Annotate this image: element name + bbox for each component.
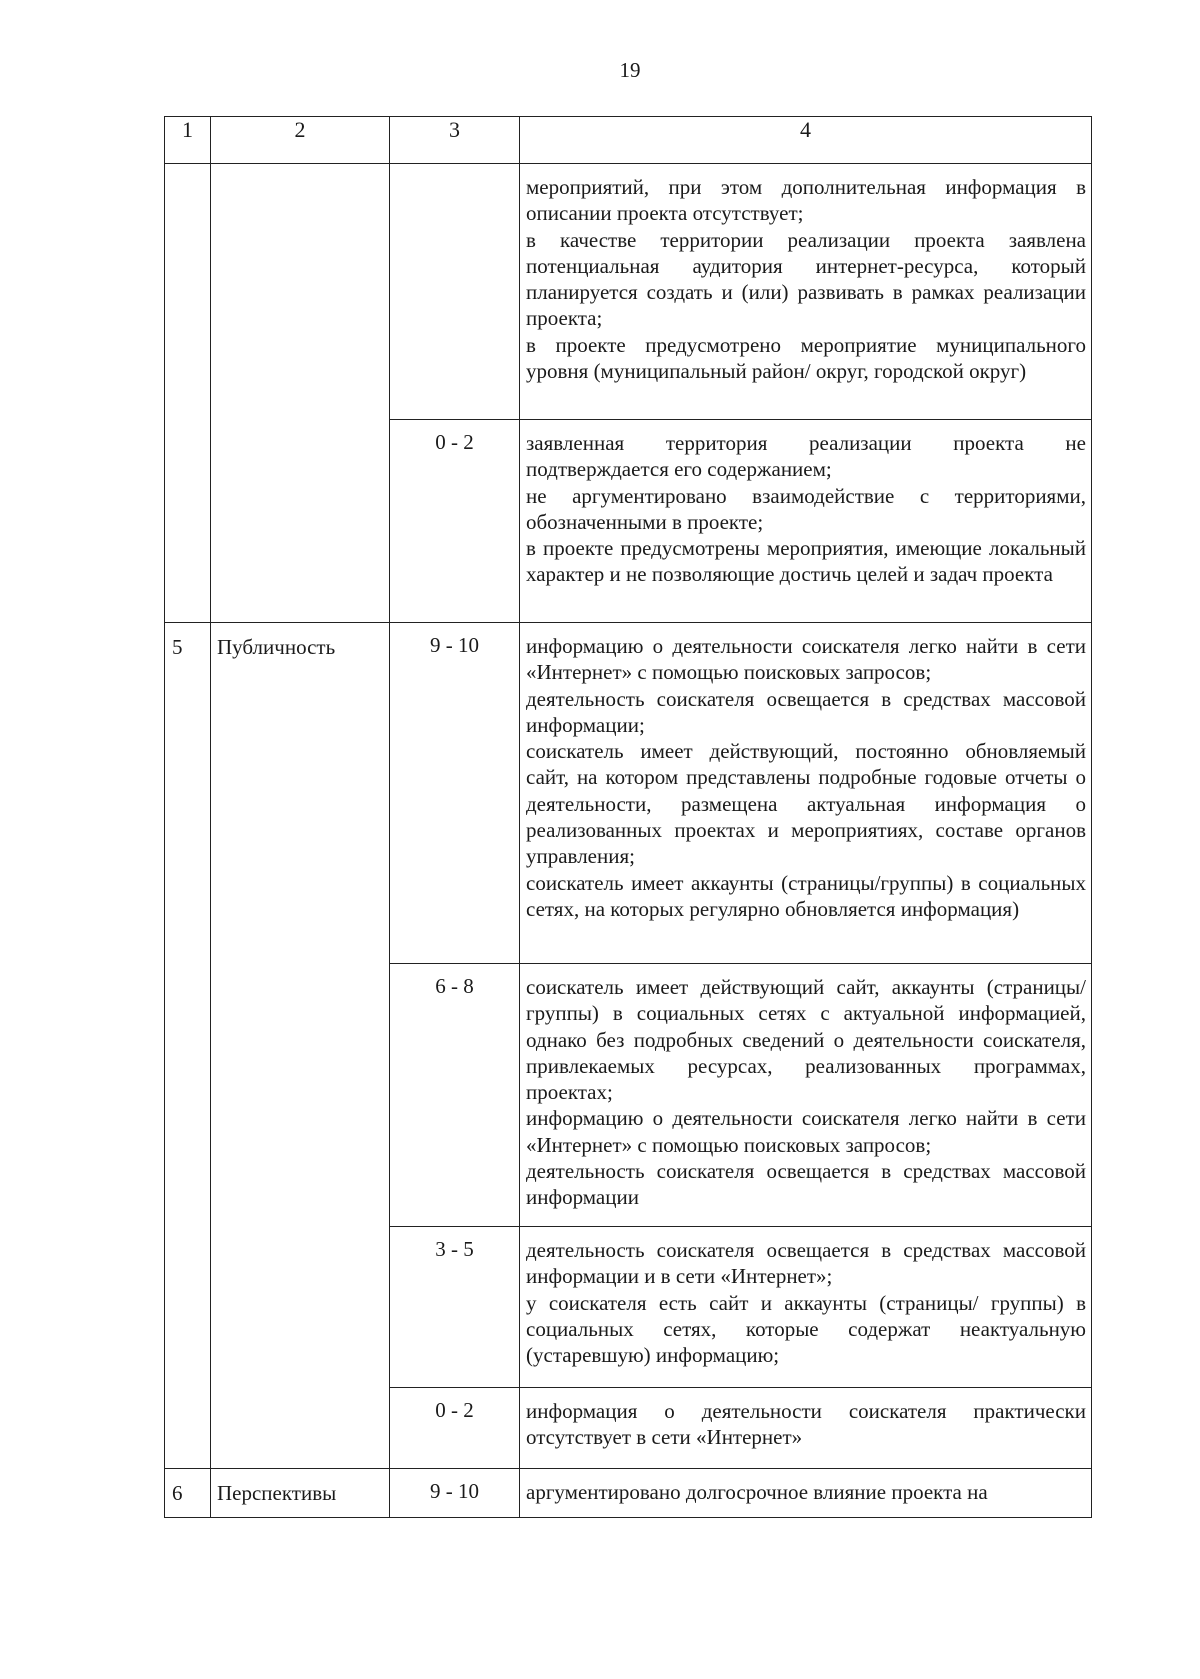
score-range: 3 - 5 — [390, 1227, 520, 1388]
criterion-name: Перспективы — [211, 1469, 390, 1518]
description-line: в качестве территории реализации проекта заявлена потенциальная аудитория интернет-ресурса, который планируется создать и (или) развивать в рамках реализации проекта; — [526, 227, 1086, 331]
score-range: 9 - 10 — [390, 623, 520, 964]
table-row — [165, 1469, 1092, 1518]
row-number — [165, 164, 211, 623]
table-header-row — [165, 117, 1092, 164]
score-range: 6 - 8 — [390, 964, 520, 1227]
score-range: 0 - 2 — [390, 1388, 520, 1469]
description-line: соискатель имеет действующий, постоянно обновляемый сайт, на котором представлены подробные годовые отчеты о деятельности, размещена актуальная информация о реализованных проектах и мероприятиях, составе органов управления; — [526, 739, 1086, 869]
header-col-1: 1 — [165, 117, 211, 164]
description-line: аргументировано долгосрочное влияние проекта на — [526, 1480, 988, 1504]
description-line: соискатель имеет действующий сайт, аккаунты (страницы/группы) в социальных сетях с актуальной информацией, однако без подробных сведений о деятельности соискателя, привлекаемых ресурсах, реализованных программах, проектах; — [526, 975, 1086, 1105]
row-number: 5 — [165, 623, 211, 1469]
description-line: у соискателя есть сайт и аккаунты (страницы/ группы) в социальных сетях, которые содержат неактуальную (устаревшую) информацию; — [526, 1290, 1086, 1368]
header-col-3: 3 — [390, 117, 520, 164]
description-line: мероприятий, при этом дополнительная информация в описании проекта отсутствует; — [526, 175, 1086, 226]
criterion-name — [211, 164, 390, 623]
criterion-description — [520, 164, 1092, 420]
description-line: информацию о деятельности соискателя легко найти в сети «Интернет» с помощью поисковых запросов; — [526, 634, 1086, 685]
description-line: не аргументировано взаимодействие с территориями, обозначенными в проекте; — [526, 483, 1086, 534]
criterion-description — [520, 1227, 1092, 1388]
description-line: в проекте предусмотрено мероприятие муниципального уровня (муниципальный район/ округ, городской округ) — [526, 332, 1086, 384]
criterion-description — [520, 623, 1092, 964]
table-row — [165, 164, 1092, 420]
score-range — [390, 164, 520, 420]
description-line: деятельность соискателя освещается в средствах массовой информации и в сети «Интернет»; — [526, 1238, 1086, 1289]
criterion-name: Публичность — [211, 623, 390, 1469]
description-line: деятельность соискателя освещается в средствах массовой информации — [526, 1159, 1086, 1210]
row-number: 6 — [165, 1469, 211, 1518]
criterion-description — [520, 1388, 1092, 1469]
description-line: информацию о деятельности соискателя легко найти в сети «Интернет» с помощью поисковых запросов; — [526, 1106, 1086, 1157]
criteria-table — [164, 116, 1092, 1518]
description-line: информация о деятельности соискателя практически отсутствует в сети «Интернет» — [526, 1399, 1086, 1450]
score-range: 0 - 2 — [390, 420, 520, 623]
score-range: 9 - 10 — [390, 1469, 520, 1518]
description-line: деятельность соискателя освещается в средствах массовой информации; — [526, 686, 1086, 737]
criterion-description — [520, 964, 1092, 1227]
page-number: 19 — [619, 58, 641, 82]
header-col-4: 4 — [520, 117, 1092, 164]
header-col-2: 2 — [211, 117, 390, 164]
table-row — [165, 623, 1092, 964]
description-line: соискатель имеет аккаунты (страницы/группы) в социальных сетях, на которых регулярно обновляется информация) — [526, 870, 1086, 921]
description-line: заявленная территория реализации проекта не подтверждается его содержанием; — [526, 431, 1086, 482]
criterion-description — [520, 420, 1092, 623]
description-line: в проекте предусмотрены мероприятия, имеющие локальный характер и не позволяющие достичь целей и задач проекта — [526, 536, 1086, 587]
criterion-description — [520, 1469, 1092, 1518]
